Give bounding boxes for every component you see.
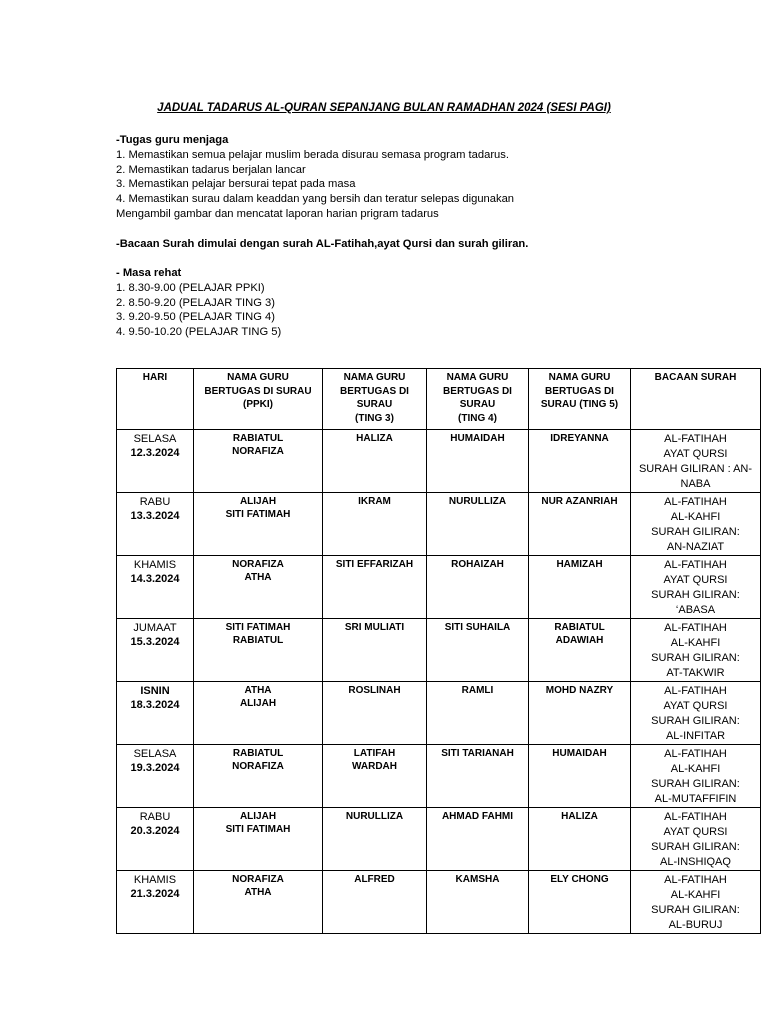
teacher-ting4-cell	[427, 871, 529, 934]
teacher-name: SRI MULIATI	[344, 622, 405, 633]
day-cell	[117, 430, 194, 493]
duties-heading: -Tugas guru menjaga	[116, 134, 229, 146]
teacher-ting5-cell	[529, 619, 631, 682]
teacher-name: AHMAD FAHMI	[441, 811, 514, 822]
surah-cell	[631, 619, 761, 682]
header-ting3	[323, 369, 427, 430]
teacher-ting5-cell	[529, 682, 631, 745]
teacher-name: ADAWIAH	[555, 635, 604, 646]
surah-cell	[631, 430, 761, 493]
header-line: BERTUGAS DI	[545, 385, 614, 397]
header-line: SURAU	[356, 399, 393, 410]
day-name: RABU	[139, 496, 171, 508]
teacher-name: RABIATUL	[232, 433, 284, 444]
surah-line: SURAH GILIRAN:	[651, 589, 740, 601]
day-date: 19.3.2024	[130, 762, 180, 774]
surah-cell	[631, 745, 761, 808]
teacher-name: NURULLIZA	[345, 811, 404, 822]
duties-section	[116, 133, 514, 222]
teacher-ting5-cell	[529, 430, 631, 493]
surah-line: AYAT QURSI	[663, 574, 728, 586]
surah-line: SURAH GILIRAN:	[651, 904, 740, 916]
teacher-ting3-cell	[323, 556, 427, 619]
reading-note	[116, 237, 528, 252]
header-ppki	[194, 369, 323, 430]
rest-item: 2. 8.50-9.20 (PELAJAR TING 3)	[116, 296, 275, 309]
teacher-ppki-cell	[194, 808, 323, 871]
surah-line: SURAH GILIRAN:	[651, 526, 740, 538]
teacher-ting3-cell	[323, 493, 427, 556]
surah-line: AT-TAKWIR	[666, 667, 725, 679]
teacher-name: RAMLI	[461, 685, 494, 696]
day-name: JUMAAT	[133, 622, 177, 634]
day-cell	[117, 745, 194, 808]
header-line: BERTUGAS DI	[443, 385, 512, 397]
teacher-ting3-cell	[323, 871, 427, 934]
header-line: HARI	[142, 372, 168, 383]
teacher-name: MOHD NAZRY	[545, 685, 614, 696]
teacher-ting5-cell	[529, 493, 631, 556]
surah-line: AL-FATIHAH	[664, 748, 727, 760]
teacher-ppki-cell	[194, 556, 323, 619]
teacher-ppki-cell	[194, 871, 323, 934]
teacher-name: RABIATUL	[554, 622, 605, 633]
teacher-ppki-cell	[194, 493, 323, 556]
teacher-name: SITI SUHAILA	[444, 622, 511, 633]
teacher-name: LATIFAH	[353, 748, 396, 759]
surah-line: AL-FATIHAH	[664, 811, 727, 823]
teacher-name: NORAFIZA	[232, 874, 284, 885]
surah-line: AYAT QURSI	[663, 448, 728, 460]
surah-line: AL-KAHFI	[670, 889, 721, 901]
teacher-ting5-cell	[529, 745, 631, 808]
teacher-ting3-cell	[323, 745, 427, 808]
header-line: BERTUGAS DI SURAU	[204, 385, 312, 397]
teacher-name: RABIATUL	[232, 635, 284, 646]
teacher-name: NORAFIZA	[232, 446, 284, 457]
teacher-ppki-cell	[194, 619, 323, 682]
teacher-name: KAMSHA	[455, 874, 500, 885]
teacher-name: ROSLINAH	[348, 685, 401, 696]
teacher-ting4-cell	[427, 430, 529, 493]
day-date: 13.3.2024	[130, 510, 180, 522]
teacher-name: SITI FATIMAH	[225, 622, 291, 633]
surah-line: AL-KAHFI	[670, 511, 721, 523]
surah-line: ‘ABASA	[675, 604, 716, 616]
surah-line: AL-KAHFI	[670, 763, 721, 775]
surah-line: SURAH GILIRAN:	[651, 652, 740, 664]
day-cell	[117, 619, 194, 682]
surah-line: SURAH GILIRAN : AN-	[638, 463, 753, 475]
teacher-name: SITI EFFARIZAH	[335, 559, 414, 570]
duty-item: Mengambil gambar dan mencatat laporan harian prigram tadarus	[116, 207, 439, 220]
teacher-ting4-cell	[427, 556, 529, 619]
teacher-name: NORAFIZA	[232, 559, 284, 570]
teacher-name: SITI FATIMAH	[225, 509, 291, 520]
teacher-name: ATHA	[244, 685, 272, 696]
table-row	[117, 808, 761, 871]
table-row	[117, 619, 761, 682]
header-line: SURAU (TING 5)	[540, 399, 619, 410]
day-date: 20.3.2024	[130, 825, 180, 837]
teacher-name: RABIATUL	[232, 748, 284, 759]
teacher-name: HALIZA	[561, 811, 598, 822]
teacher-ting4-cell	[427, 745, 529, 808]
duty-item: 4. Memastikan surau dalam keaddan yang bersih dan teratur selepas digunakan	[116, 193, 515, 206]
day-cell	[117, 493, 194, 556]
teacher-name: HAMIZAH	[556, 559, 603, 570]
surah-line: AL-FATIHAH	[664, 874, 727, 886]
day-date: 21.3.2024	[130, 888, 180, 900]
table-row	[117, 556, 761, 619]
day-date: 12.3.2024	[130, 447, 180, 459]
header-ting4	[427, 369, 529, 430]
surah-line: AL-INSHIQAQ	[660, 856, 731, 868]
header-line: BERTUGAS DI	[340, 385, 409, 397]
teacher-name: HUMAIDAH	[552, 748, 607, 759]
teacher-ting5-cell	[529, 871, 631, 934]
rest-item: 4. 9.50-10.20 (PELAJAR TING 5)	[116, 326, 282, 339]
surah-line: AL-FATIHAH	[664, 622, 727, 634]
day-cell	[117, 556, 194, 619]
teacher-name: NURULLIZA	[448, 496, 507, 507]
duty-item: 2. Memastikan tadarus berjalan lancar	[116, 163, 306, 176]
teacher-ting4-cell	[427, 682, 529, 745]
teacher-ppki-cell	[194, 430, 323, 493]
surah-line: NABA	[680, 478, 711, 490]
header-hari	[117, 369, 194, 430]
surah-cell	[631, 682, 761, 745]
table-row	[117, 871, 761, 934]
header-line: NAMA GURU	[446, 372, 509, 383]
teacher-name: ALFRED	[354, 874, 395, 885]
surah-cell	[631, 493, 761, 556]
teacher-name: SITI FATIMAH	[225, 824, 291, 835]
surah-line: AL-FATIHAH	[664, 685, 727, 697]
teacher-ting3-cell	[323, 808, 427, 871]
teacher-ting4-cell	[427, 619, 529, 682]
duty-item: 3. Memastikan pelajar bersurai tepat pada masa	[116, 178, 356, 191]
teacher-ting5-cell	[529, 556, 631, 619]
header-line: (TING 4)	[458, 412, 497, 424]
surah-line: AL-BURUJ	[668, 919, 723, 931]
teacher-name: HUMAIDAH	[450, 433, 505, 444]
header-ting5	[529, 369, 631, 430]
surah-line: AN-NAZIAT	[666, 541, 725, 553]
day-name: SELASA	[133, 433, 177, 445]
day-name: KHAMIS	[133, 874, 177, 886]
teacher-name: ATHA	[244, 572, 272, 583]
teacher-name: ALIJAH	[239, 496, 277, 507]
table-row	[117, 493, 761, 556]
day-name: SELASA	[133, 748, 177, 760]
surah-line: AL-FATIHAH	[664, 496, 727, 508]
surah-line: SURAH GILIRAN:	[651, 715, 740, 727]
surah-cell	[631, 871, 761, 934]
rest-item: 1. 8.30-9.00 (PELAJAR PPKI)	[116, 281, 265, 294]
day-name: KHAMIS	[133, 559, 177, 571]
day-name: ISNIN	[140, 685, 170, 697]
teacher-ting4-cell	[427, 808, 529, 871]
surah-line: AL-FATIHAH	[664, 433, 727, 445]
teacher-ppki-cell	[194, 682, 323, 745]
teacher-name: ALIJAH	[239, 811, 277, 822]
surah-cell	[631, 808, 761, 871]
table-row	[117, 430, 761, 493]
document-title: JADUAL TADARUS AL-QURAN SEPANJANG BULAN RAMADHAN 2024 (SESI PAGI)	[157, 102, 611, 114]
reading-note-text: -Bacaan Surah dimulai dengan surah AL-Fatihah,ayat Qursi dan surah giliran.	[116, 238, 529, 250]
surah-line: AYAT QURSI	[663, 700, 728, 712]
surah-line: AL-KAHFI	[670, 637, 721, 649]
header-line: NAMA GURU	[343, 372, 406, 383]
day-name: RABU	[139, 811, 171, 823]
header-bacaan-surah	[631, 369, 761, 430]
teacher-name: SITI TARIANAH	[441, 748, 514, 759]
day-cell	[117, 808, 194, 871]
header-line: NAMA GURU	[548, 372, 611, 383]
table-row	[117, 682, 761, 745]
teacher-ting3-cell	[323, 430, 427, 493]
teacher-name: WARDAH	[352, 761, 397, 772]
rest-heading: - Masa rehat	[116, 267, 182, 279]
teacher-name: NORAFIZA	[232, 761, 284, 772]
day-cell	[117, 871, 194, 934]
surah-line: AYAT QURSI	[663, 826, 728, 838]
teacher-ting4-cell	[427, 493, 529, 556]
header-line: (TING 3)	[355, 412, 394, 424]
header-line: (PPKI)	[243, 399, 273, 410]
header-line: NAMA GURU	[227, 372, 289, 383]
rest-item: 3. 9.20-9.50 (PELAJAR TING 4)	[116, 311, 275, 324]
teacher-name: IDREYANNA	[550, 433, 609, 444]
table-row	[117, 745, 761, 808]
table-body	[117, 430, 761, 934]
day-cell	[117, 682, 194, 745]
header-line: BACAAN SURAH	[654, 372, 737, 383]
duty-item: 1. Memastikan semua pelajar muslim berada disurau semasa program tadarus.	[116, 148, 509, 161]
surah-line: SURAH GILIRAN:	[651, 778, 740, 790]
header-line: SURAU	[459, 399, 496, 410]
teacher-name: NUR AZANRIAH	[541, 496, 618, 507]
teacher-ting3-cell	[323, 682, 427, 745]
teacher-ppki-cell	[194, 745, 323, 808]
rest-section	[116, 266, 281, 340]
teacher-name: ROHAIZAH	[451, 559, 504, 570]
table-header-row	[117, 369, 761, 430]
teacher-ting5-cell	[529, 808, 631, 871]
surah-line: AL-MUTAFFIFIN	[654, 793, 737, 805]
surah-cell	[631, 556, 761, 619]
surah-line: SURAH GILIRAN:	[651, 841, 740, 853]
teacher-name: HALIZA	[356, 433, 393, 444]
teacher-name: ELY CHONG	[550, 874, 609, 885]
day-date: 18.3.2024	[130, 699, 180, 711]
day-date: 15.3.2024	[130, 636, 180, 648]
teacher-name: ATHA	[244, 887, 272, 898]
schedule-table	[116, 368, 761, 934]
surah-line: AL-FATIHAH	[664, 559, 727, 571]
surah-line: AL-INFITAR	[665, 730, 726, 742]
teacher-name: IKRAM	[358, 496, 391, 507]
teacher-name: ALIJAH	[239, 698, 277, 709]
day-date: 14.3.2024	[130, 573, 180, 585]
teacher-ting3-cell	[323, 619, 427, 682]
